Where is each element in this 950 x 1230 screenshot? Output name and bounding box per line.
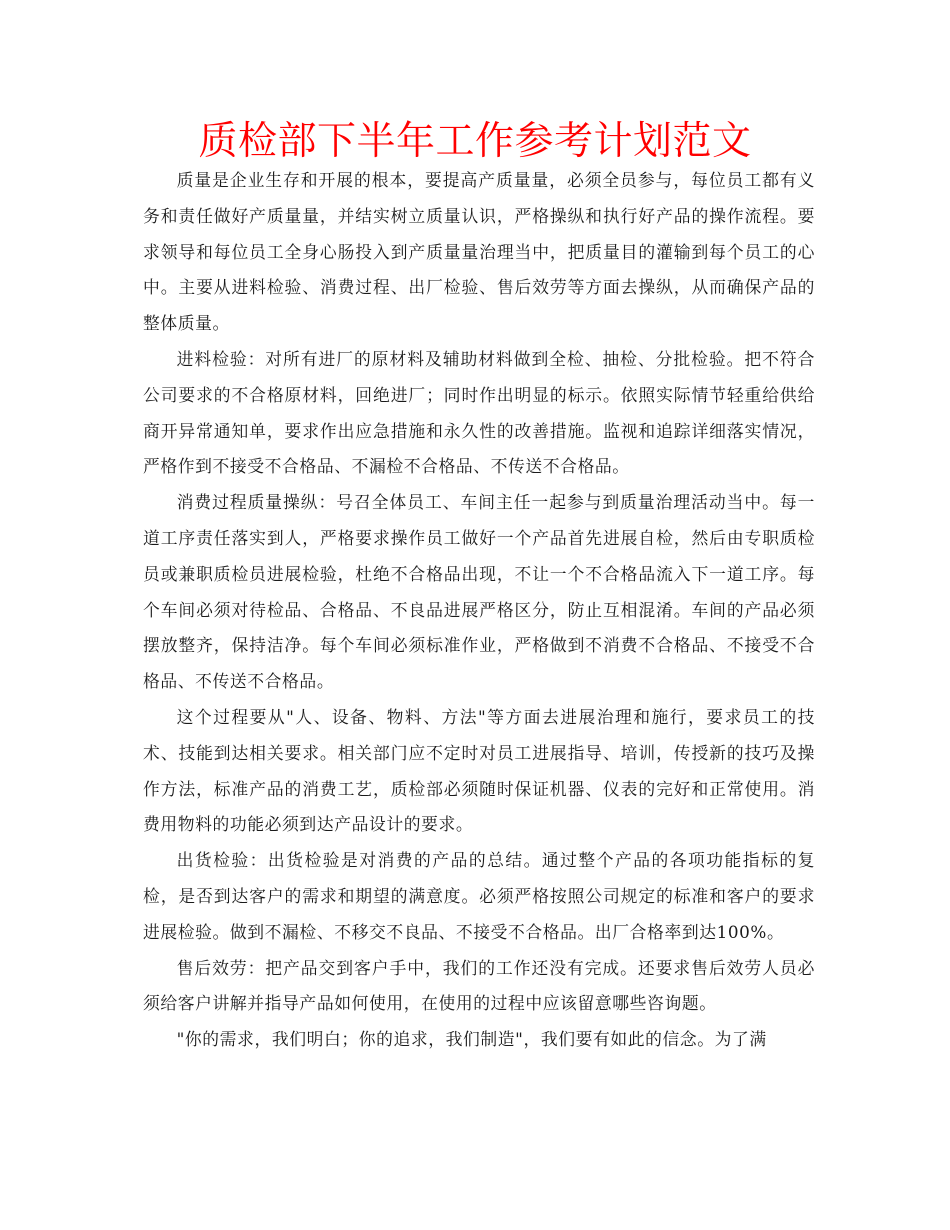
paragraph-outgoing-inspection: 出货检验：出货检验是对消费的产品的总结。通过整个产品的各项功能指标的复检，是否到达客户的需求和期望的满意度。必须严格按照公司规定的标准和客户的要求进展检验。做到不漏检、不移交不良品、不接受不合格品。出厂合格率到达100%。 (143, 850, 815, 942)
paragraph-motto: "你的需求，我们明白；你的追求，我们制造"，我们要有如此的信念。为了满 (176, 1029, 767, 1050)
paragraph-after-sales-service: 售后效劳：把产品交到客户手中，我们的工作还没有完成。还要求售后效劳人员必须给客户讲解并指导产品如何使用，在使用的过程中应该留意哪些咨询题。 (143, 957, 815, 1014)
paragraph-intro: 质量是企业生存和开展的根本，要提高产质量量，必须全员参与，每位员工都有义务和责任做好产质量量，并结实树立质量认识，严格操纵和执行好产品的操作流程。要求领导和每位员工全身心肠投入到产质量量治理当中，把质量目的灌输到每个员工的心中。主要从进料检验、消费过程、出厂检验、售后效劳等方面去操纵，从而确保产品的整体质量。 (143, 170, 815, 334)
document-body (143, 163, 815, 1058)
document-title: 质检部下半年工作参考计划范文 (198, 119, 752, 164)
paragraph-process-management: 这个过程要从"人、设备、物料、方法"等方面去进展治理和施行，要求员工的技术、技能到达相关要求。相关部门应不定时对员工进展指导、培训，传授新的技巧及操作方法，标准产品的消费工艺，质检部必须随时保证机器、仪表的完好和正常使用。消费用物料的功能必须到达产品设计的要求。 (143, 706, 815, 835)
paragraph-incoming-inspection: 进料检验：对所有进厂的原材料及辅助材料做到全检、抽检、分批检验。把不符合公司要求的不合格原材料，回绝进厂；同时作出明显的标示。依照实际情节轻重给供给商开异常通知单，要求作出应急措施和永久性的改善措施。监视和追踪详细落实情况，严格作到不接受不合格品、不漏检不合格品、不传送不合格品。 (143, 348, 815, 477)
paragraph-production-control: 消费过程质量操纵：号召全体员工、车间主任一起参与到质量治理活动当中。每一道工序责任落实到人，严格要求操作员工做好一个产品首先进展自检，然后由专职质检员或兼职质检员进展检验，杜绝不合格品出现，不让一个不合格品流入下一道工序。每个车间必须对待检品、合格品、不良品进展严格区分，防止互相混淆。车间的产品必须摆放整齐，保持洁净。每个车间必须标准作业，严格做到不消费不合格品、不接受不合格品、不传送不合格品。 (143, 492, 815, 692)
